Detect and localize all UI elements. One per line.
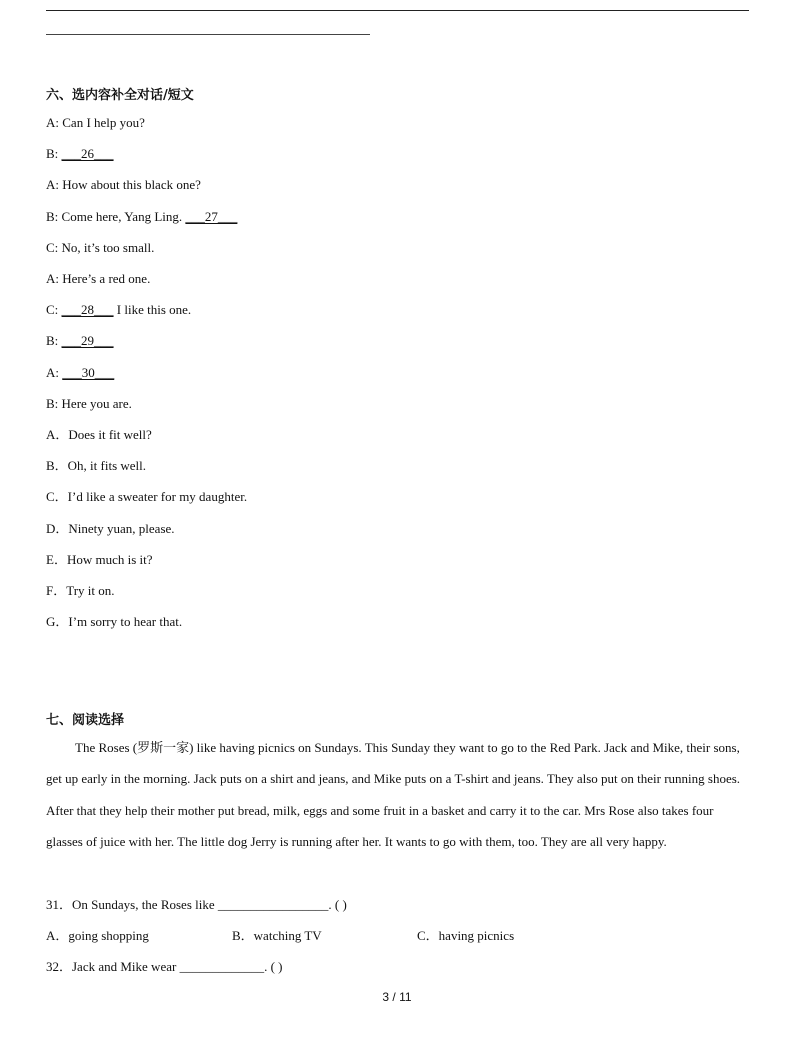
- option-item: E．How much is it?: [46, 551, 153, 567]
- section-6-title: 六、选内容补全对话/短文: [46, 88, 194, 103]
- option-item: A．Does it fit well?: [46, 427, 152, 442]
- dialogue-line: [46, 271, 150, 287]
- option-item: B．Oh, it fits well.: [46, 458, 147, 474]
- dialogue-text: B: Here you are.: [46, 395, 132, 411]
- dialogue-text: B:: [46, 333, 62, 349]
- answer-blank: ___27___: [185, 208, 238, 224]
- dialogue-text: B: Come here, Yang Ling.: [46, 208, 186, 224]
- dialogue-text: A: Can I help you?: [46, 115, 145, 130]
- dialogue-text: C: No, it’s too small.: [46, 239, 155, 255]
- answer-blank: ___29___: [61, 333, 114, 349]
- answer-blank: ___28___: [61, 302, 114, 318]
- dialogue-text: C:: [46, 302, 62, 318]
- section-7-title: 七、阅读选择: [46, 713, 125, 728]
- dialogue-line: [46, 333, 114, 349]
- page-number: 3 / 11: [382, 990, 412, 1004]
- dialogue-line: [46, 209, 237, 225]
- answer-blank: ___30___: [62, 364, 115, 380]
- dialogue-text: B:: [46, 146, 62, 162]
- dialogue-line: [46, 146, 114, 162]
- dialogue-line: [46, 396, 132, 412]
- question-32: 32．Jack and Mike wear _____________. ( ): [46, 959, 283, 974]
- option-item: G．I’m sorry to hear that.: [46, 614, 183, 630]
- dialogue-line: [46, 240, 154, 256]
- dialogue-text: A: How about this black one?: [46, 177, 201, 193]
- header-rule: [46, 10, 749, 11]
- dialogue-text: A: Here’s a red one.: [46, 271, 151, 286]
- dialogue-line: [46, 302, 191, 318]
- dialogue-line: [46, 177, 201, 193]
- dialogue-text: A:: [46, 364, 63, 380]
- q31-option-b: B．watching TV: [232, 928, 322, 943]
- option-item: D．Ninety yuan, please.: [46, 520, 175, 536]
- answer-blank: ___26___: [61, 146, 114, 162]
- q31-option-a: A．going shopping: [46, 928, 149, 943]
- option-item: C．I’d like a sweater for my daughter.: [46, 489, 248, 505]
- dialogue-line: [46, 115, 145, 131]
- q31-option-c: C．having picnics: [417, 928, 515, 943]
- dialogue-text: I like this one.: [113, 302, 192, 318]
- option-item: F．Try it on.: [46, 583, 115, 598]
- reading-passage: The Roses (罗斯一家) like having picnics on Sundays. This Sunday they want to go to the Red Park. Jack and Mike, their sons, get up early in the morning. Jack puts on a shirt and jeans, and Mike puts on a T-shirt and jeans. They also put on their running shoes. After that they help their mother put bread, milk, eggs and some fruit in a basket and carry it to the car. Mrs Rose also takes four glasses of juice with her. The little dog Jerry is running after her. It wants to go with them, too. They are all very happy.: [46, 740, 741, 849]
- header-subrule: [46, 34, 370, 35]
- question-31: 31．On Sundays, the Roses like _________________. ( ): [46, 897, 347, 912]
- dialogue-line: [46, 365, 114, 381]
